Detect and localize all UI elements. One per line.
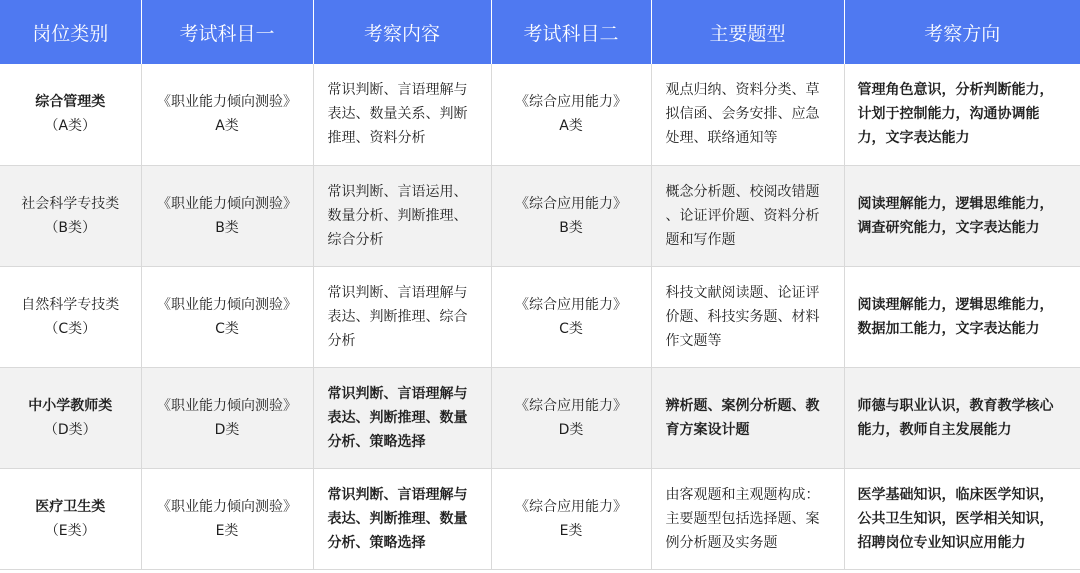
header-content: 考察内容: [313, 0, 491, 64]
subject1-line: 《职业能力倾向测验》: [157, 94, 297, 111]
direction-line: 阅读理解能力，逻辑思维能力，: [857, 296, 1054, 313]
header-category: 岗位类别: [0, 0, 141, 64]
category-name: 综合管理类: [35, 94, 106, 111]
table-row: [0, 165, 1080, 266]
content-cell: [313, 64, 491, 165]
direction-cell: [844, 266, 1080, 367]
subject1-cell: [141, 367, 313, 468]
content-cell: [313, 367, 491, 468]
subject2-line: E类: [559, 522, 583, 539]
types-line: 价题、科技实务题、材料: [665, 308, 820, 325]
subject1-line: B类: [215, 219, 239, 236]
table-row: [0, 367, 1080, 468]
types-line: 、论证评价题、资料分析: [665, 207, 820, 224]
subject1-line: 《职业能力倾向测验》: [157, 296, 297, 313]
table-row: [0, 64, 1080, 165]
subject2-line: 《综合应用能力》: [515, 397, 627, 414]
content-line: 常识判断、言语运用、: [327, 183, 468, 200]
content-line: 分析、策略选择: [327, 534, 426, 551]
content-cell: [313, 165, 491, 266]
content-line: 分析、策略选择: [327, 433, 426, 450]
subject2-line: B类: [559, 219, 583, 236]
category-name: 自然科学专技类: [21, 296, 120, 313]
types-cell: [651, 64, 844, 165]
subject1-cell: [141, 266, 313, 367]
content-line: 分析: [327, 332, 356, 349]
types-line: 辨析题、案例分析题、教: [665, 397, 820, 414]
table-row: [0, 266, 1080, 367]
types-cell: [651, 367, 844, 468]
content-cell: [313, 266, 491, 367]
types-line: 由客观题和主观题构成：: [665, 486, 820, 503]
types-line: 处理、联络通知等: [665, 130, 778, 147]
direction-line: 能力，教师自主发展能力: [857, 421, 1012, 438]
direction-line: 力，文字表达能力: [857, 130, 970, 147]
direction-line: 公共卫生知识，医学相关知识，: [857, 510, 1054, 527]
direction-line: 医学基础知识，临床医学知识，: [857, 486, 1054, 503]
subject1-cell: [141, 64, 313, 165]
types-line: 作文题等: [665, 332, 722, 349]
header-row: [0, 0, 1080, 64]
category-cell: [0, 165, 141, 266]
content-line: 推理、资料分析: [327, 130, 426, 147]
category-name: 医疗卫生类: [35, 498, 106, 515]
subject2-line: C类: [559, 320, 583, 337]
category-cell: [0, 64, 141, 165]
content-line: 常识判断、言语理解与: [327, 385, 468, 402]
subject1-line: 《职业能力倾向测验》: [157, 195, 297, 212]
types-line: 主要题型包括选择题、案: [665, 510, 820, 527]
category-name: 社会科学专技类: [21, 195, 120, 212]
types-line: 题和写作题: [665, 231, 736, 248]
category-cell: [0, 468, 141, 569]
direction-cell: [844, 165, 1080, 266]
types-line: 科技文献阅读题、论证评: [665, 284, 820, 301]
content-line: 综合分析: [327, 231, 384, 248]
subject1-line: C类: [215, 320, 239, 337]
subject2-line: 《综合应用能力》: [515, 296, 627, 313]
subject2-cell: [491, 165, 651, 266]
content-line: 表达、判断推理、数量: [327, 409, 468, 426]
subject2-line: 《综合应用能力》: [515, 94, 627, 111]
category-cell: [0, 266, 141, 367]
types-line: 概念分析题、校阅改错题: [665, 183, 820, 200]
types-line: 例分析题及实务题: [665, 534, 778, 551]
subject2-line: A类: [559, 118, 583, 135]
header-types: 主要题型: [651, 0, 844, 64]
category-name: 中小学教师类: [28, 397, 113, 414]
header-subject2: 考试科目二: [491, 0, 651, 64]
direction-cell: [844, 367, 1080, 468]
subject2-line: D类: [558, 421, 584, 438]
category-code: （E类）: [44, 522, 96, 539]
content-line: 数量分析、判断推理、: [327, 207, 468, 224]
subject2-line: 《综合应用能力》: [515, 195, 627, 212]
subject1-cell: [141, 468, 313, 569]
direction-line: 阅读理解能力，逻辑思维能力，: [857, 195, 1054, 212]
content-line: 表达、判断推理、综合: [327, 308, 468, 325]
content-line: 常识判断、言语理解与: [327, 284, 468, 301]
direction-line: 调查研究能力，文字表达能力: [857, 219, 1040, 236]
types-line: 拟信函、会务安排、应急: [665, 106, 820, 123]
direction-cell: [844, 64, 1080, 165]
direction-line: 师德与职业认识，教育教学核心: [857, 397, 1054, 414]
subject1-line: A类: [215, 118, 239, 135]
types-line: 观点归纳、资料分类、草: [665, 82, 820, 99]
category-code: （A类）: [44, 118, 97, 135]
subject2-cell: [491, 266, 651, 367]
subject1-line: 《职业能力倾向测验》: [157, 397, 297, 414]
category-code: （C类）: [44, 320, 97, 337]
subject2-cell: [491, 367, 651, 468]
subject1-line: 《职业能力倾向测验》: [157, 498, 297, 515]
category-code: （D类）: [43, 421, 97, 438]
content-line: 常识判断、言语理解与: [327, 82, 468, 99]
types-cell: [651, 468, 844, 569]
subject1-cell: [141, 165, 313, 266]
header-subject1: 考试科目一: [141, 0, 313, 64]
subject2-line: 《综合应用能力》: [515, 498, 627, 515]
table-row: [0, 468, 1080, 569]
content-line: 表达、数量关系、判断: [327, 106, 468, 123]
content-line: 常识判断、言语理解与: [327, 486, 468, 503]
subject2-cell: [491, 468, 651, 569]
direction-cell: [844, 468, 1080, 569]
category-code: （B类）: [44, 219, 97, 236]
direction-line: 管理角色意识，分析判断能力，: [857, 82, 1054, 99]
subject2-cell: [491, 64, 651, 165]
types-cell: [651, 266, 844, 367]
direction-line: 招聘岗位专业知识应用能力: [857, 534, 1026, 551]
header-direction: 考察方向: [844, 0, 1080, 64]
subject1-line: E类: [215, 522, 239, 539]
types-cell: [651, 165, 844, 266]
direction-line: 计划于控制能力，沟通协调能: [857, 106, 1040, 123]
types-line: 育方案设计题: [665, 421, 750, 438]
content-cell: [313, 468, 491, 569]
direction-line: 数据加工能力，文字表达能力: [857, 320, 1040, 337]
subject1-line: D类: [214, 421, 240, 438]
content-line: 表达、判断推理、数量: [327, 510, 468, 527]
category-cell: [0, 367, 141, 468]
